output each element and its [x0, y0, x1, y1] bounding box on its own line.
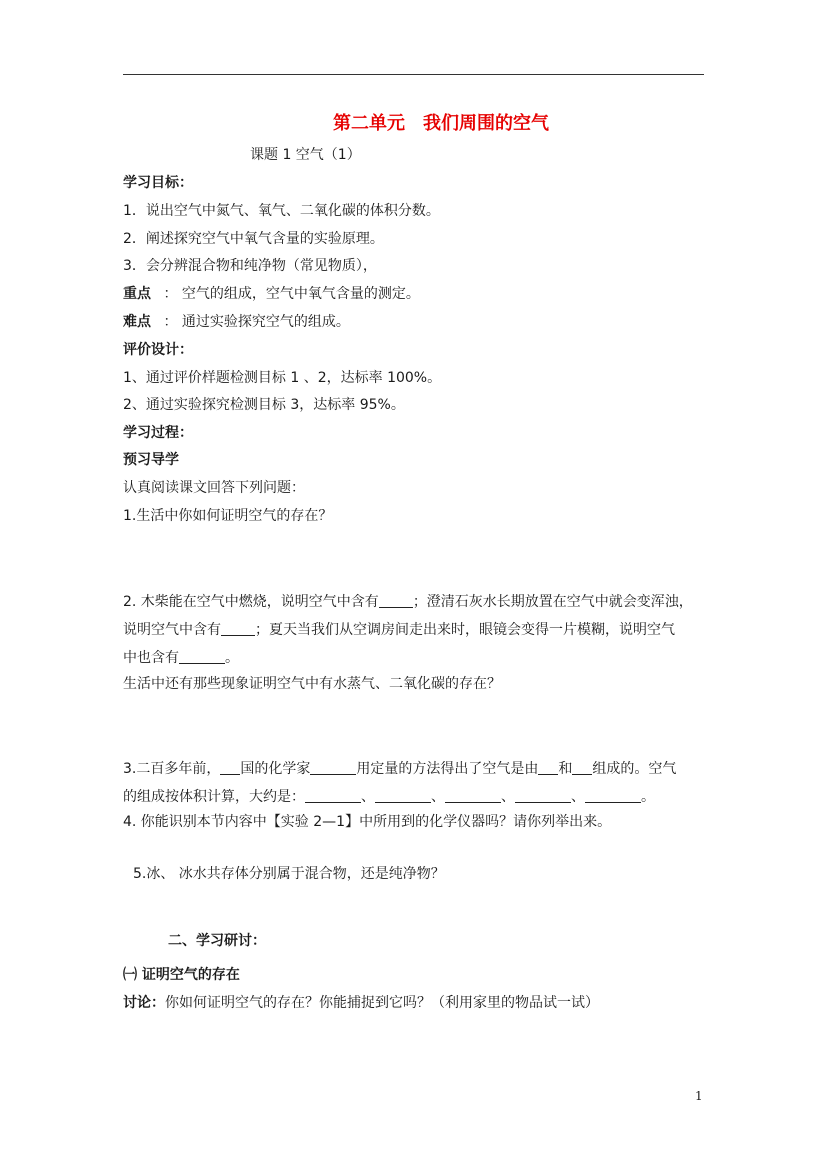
- answer-blank[interactable]: [572, 760, 592, 775]
- objective-item: 2．阐述探究空气中氧气含量的实验原理。: [123, 231, 384, 247]
- difficulty-label: 难点: [123, 314, 151, 330]
- page-number: 1: [695, 1089, 703, 1103]
- question-1: 1.生活中你如何证明空气的存在？: [123, 508, 333, 524]
- discussion: [123, 996, 599, 1010]
- header-rule: [123, 74, 704, 75]
- answer-blank[interactable]: [375, 788, 431, 803]
- process-heading: 学习过程：: [123, 425, 193, 441]
- discussion-text: 你如何证明空气的存在？你能捕捉到它吗？（利用家里的物品试一试）: [165, 995, 599, 1011]
- q3-text: 3.二百多年前，: [123, 761, 221, 777]
- answer-blank[interactable]: [221, 621, 255, 636]
- q3-text: 的组成按体积计算，大约是：: [123, 789, 305, 805]
- difficulty: [123, 315, 350, 329]
- answer-blank[interactable]: [310, 760, 356, 775]
- q3-text: 用定量的方法得出了空气是由: [356, 761, 539, 777]
- q3-separator: 、: [361, 789, 375, 805]
- q3-text: 和: [558, 761, 573, 777]
- lesson-subtitle: 课题 1 空气（1）: [250, 147, 361, 163]
- q3-text: 。: [641, 789, 655, 805]
- q3-separator: 、: [501, 789, 515, 805]
- section-2-subheading: ㈠ 证明空气的存在: [123, 967, 240, 983]
- answer-blank[interactable]: [379, 593, 413, 608]
- q3-separator: 、: [431, 789, 445, 805]
- answer-blank[interactable]: [179, 649, 225, 664]
- key-point-text: ： 空气的组成，空气中氧气含量的测定。: [163, 286, 420, 302]
- preview-heading: 预习导学: [123, 452, 179, 468]
- evaluation-item: 2、通过实验探究检测目标 3，达标率 95%。: [123, 397, 405, 413]
- answer-blank[interactable]: [445, 788, 501, 803]
- question-2-line-2: [123, 621, 675, 637]
- question-2-line-3: [123, 649, 239, 665]
- q2-text: 。: [225, 650, 239, 666]
- question-3-line-2: [123, 788, 655, 804]
- answer-blank[interactable]: [220, 760, 240, 775]
- question-4: 4. 你能识别本节内容中【实验 2—1】中所用到的化学仪器吗？请你列举出来。: [123, 814, 612, 830]
- key-point: [123, 287, 420, 301]
- q3-separator: 、: [571, 789, 585, 805]
- objective-item: 3．会分辨混合物和纯净物（常见物质），: [123, 258, 377, 274]
- q3-text: 国的化学家: [240, 761, 311, 777]
- discussion-label: 讨论：: [123, 995, 165, 1011]
- question-2-followup: 生活中还有那些现象证明空气中有水蒸气、二氧化碳的存在？: [123, 676, 501, 692]
- question-5: 5.冰、 冰水共存体分别属于混合物，还是纯净物？: [133, 866, 445, 882]
- key-point-label: 重点: [123, 286, 151, 302]
- section-2-heading: 二、学习研讨：: [168, 933, 266, 949]
- answer-blank[interactable]: [305, 788, 361, 803]
- answer-blank[interactable]: [515, 788, 571, 803]
- question-3-line-1: [123, 760, 676, 776]
- q2-text: 中也含有: [123, 650, 179, 666]
- q2-text: ；夏天当我们从空调房间走出来时，眼镜会变得一片模糊，说明空气: [255, 622, 675, 638]
- preview-intro: 认真阅读课文回答下列问题：: [123, 480, 305, 496]
- q3-text: 组成的。空气: [592, 761, 677, 777]
- q2-text: 2. 木柴能在空气中燃烧，说明空气中含有: [123, 594, 379, 610]
- evaluation-item: 1、通过评价样题检测目标 1 、2，达标率 100%。: [123, 370, 442, 386]
- question-2-line-1: [123, 593, 693, 609]
- page-title: 第二单元 我们周围的空气: [333, 113, 549, 134]
- q2-text: ；澄清石灰水长期放置在空气中就会变浑浊，: [412, 594, 693, 610]
- answer-blank[interactable]: [538, 760, 558, 775]
- answer-blank[interactable]: [585, 788, 641, 803]
- q2-text: 说明空气中含有: [123, 622, 221, 638]
- difficulty-text: ： 通过实验探究空气的组成。: [163, 314, 350, 330]
- evaluation-heading: 评价设计：: [123, 342, 193, 358]
- objectives-heading: 学习目标：: [123, 175, 193, 191]
- objective-item: 1．说出空气中氮气、氧气、二氧化碳的体积分数。: [123, 203, 440, 219]
